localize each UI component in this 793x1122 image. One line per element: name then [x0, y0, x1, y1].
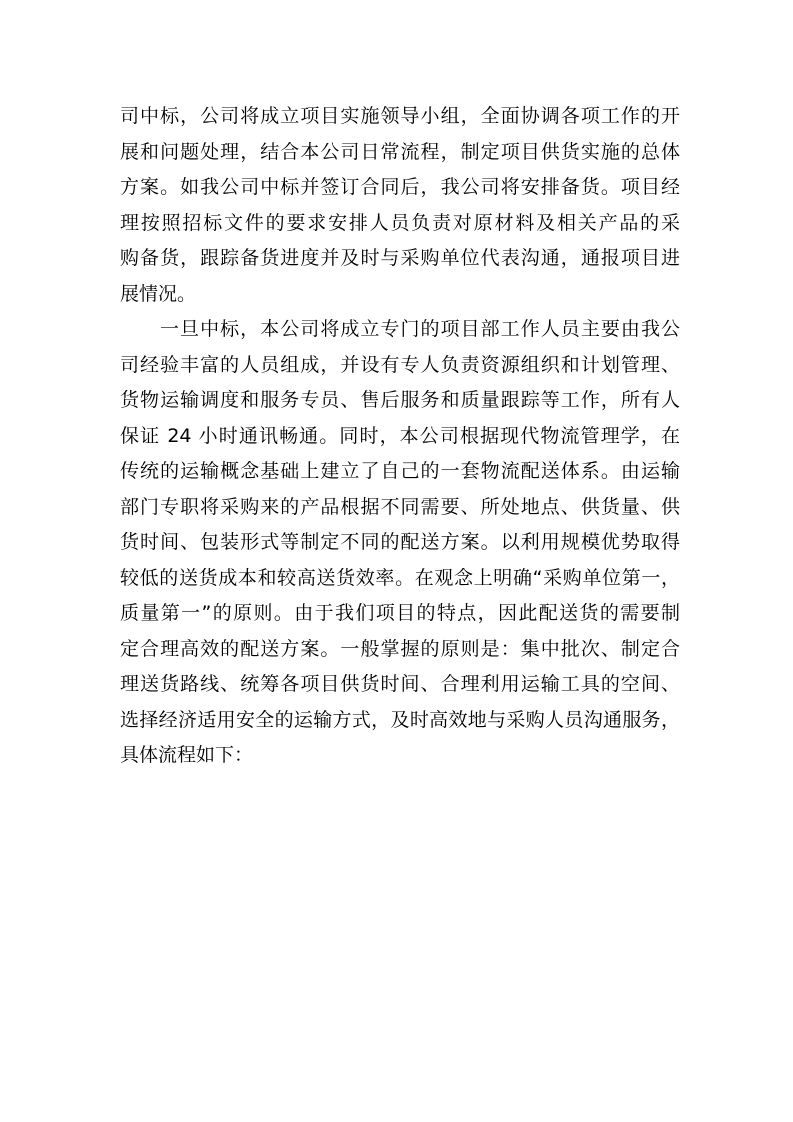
paragraph-2-line-5: 传统的运输概念基础上建立了自己的一套物流配送体系。由运输 [120, 460, 680, 482]
paragraph-2-line-6: 部门专职将采购来的产品根据不同需要、所处地点、供货量、供 [120, 495, 680, 518]
paragraph-2-line-8: 较低的送货成本和较高送货效率。在观念上明确“采购单位第一， [120, 566, 680, 589]
paragraph-1-line-6: 展情况。 [120, 282, 197, 305]
paragraph-2-line-11: 理送货路线、统筹各项目供货时间、合理利用运输工具的空间、 [120, 673, 680, 695]
paragraph-2-line-4: 保证 24 小时通讯畅通。同时，本公司根据现代物流管理学，在 [120, 424, 680, 447]
paragraph-1 [120, 99, 680, 312]
paragraph-1-line-1: 司中标，公司将成立项目实施领导小组，全面协调各项工作的开 [120, 105, 680, 127]
paragraph-1-line-5: 购备货，跟踪备货进度并及时与采购单位代表沟通，通报项目进 [120, 247, 680, 269]
paragraph-2 [120, 312, 680, 774]
paragraph-2-line-7: 货时间、包装形式等制定不同的配送方案。以利用规模优势取得 [120, 531, 680, 553]
paragraph-1-line-3: 方案。如我公司中标并签订合同后，我公司将安排备货。项目经 [120, 176, 680, 198]
paragraph-2-line-9: 质量第一”的原则。由于我们项目的特点，因此配送货的需要制 [120, 602, 680, 624]
paragraph-2-line-2: 司经验丰富的人员组成，并设有专人负责资源组织和计划管理、 [120, 353, 680, 376]
paragraph-1-line-2: 展和问题处理，结合本公司日常流程，制定项目供货实施的总体 [120, 140, 680, 163]
paragraph-2-line-3: 货物运输调度和服务专员、售后服务和质量跟踪等工作，所有人 [120, 389, 680, 411]
paragraph-2-line-13: 具体流程如下： [120, 744, 254, 766]
paragraph-2-line-1: 一旦中标，本公司将成立专门的项目部工作人员主要由我公 [160, 318, 680, 340]
paragraph-2-line-12: 选择经济适用安全的运输方式，及时高效地与采购人员沟通服务， [120, 708, 680, 731]
body-text [120, 99, 680, 774]
paragraph-2-line-10: 定合理高效的配送方案。一般掌握的原则是：集中批次、制定合 [120, 637, 680, 660]
paragraph-1-line-4: 理按照招标文件的要求安排人员负责对原材料及相关产品的采 [120, 211, 680, 234]
